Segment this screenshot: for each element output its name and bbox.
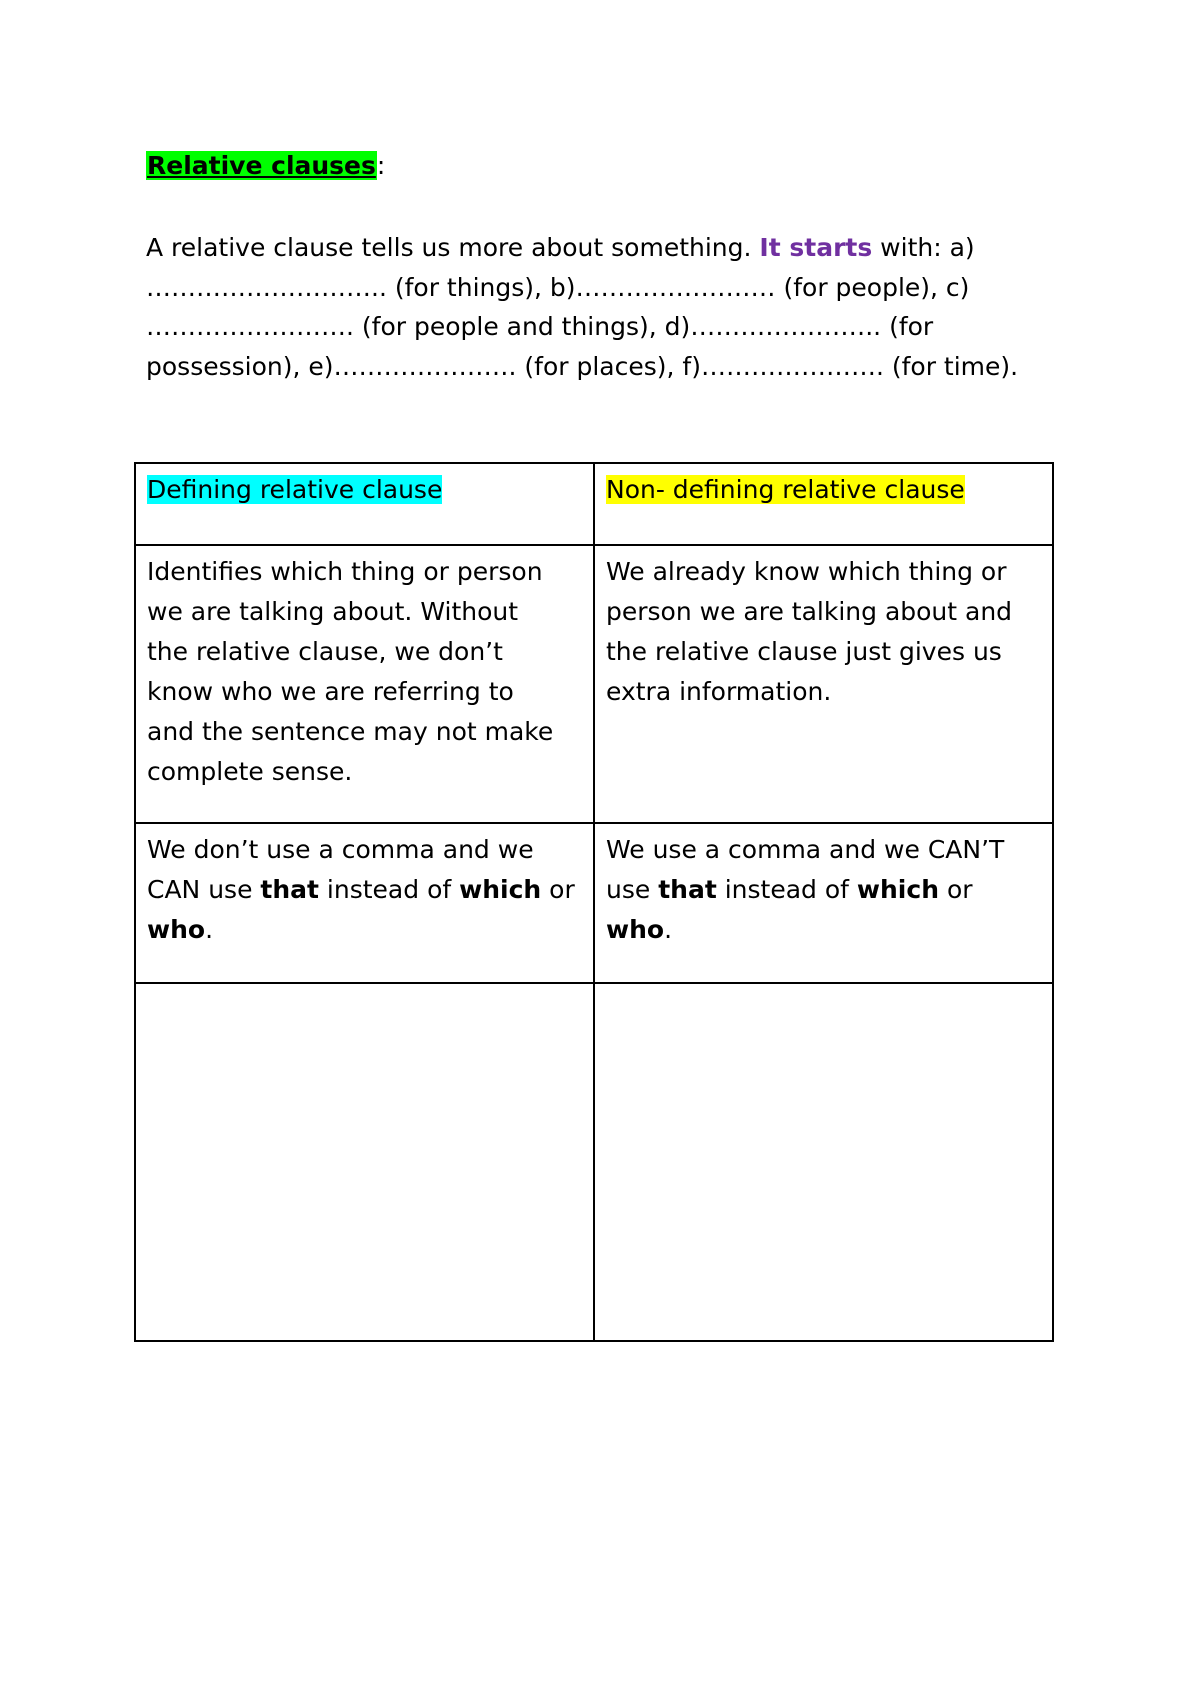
comma-rule-text: CAN use bbox=[147, 875, 261, 904]
non-defining-comma-rule-cell bbox=[594, 823, 1053, 983]
non-defining-description-line: We already know which thing or bbox=[606, 557, 1007, 586]
comma-rule-text: . bbox=[205, 915, 214, 944]
comma-rule-line bbox=[147, 870, 583, 910]
non-defining-example-cell[interactable] bbox=[594, 983, 1053, 1341]
non-defining-description-cell bbox=[594, 545, 1053, 823]
comma-rule-text: use bbox=[606, 875, 659, 904]
non-defining-header: Non- defining relative clause bbox=[606, 475, 965, 504]
keyword-that: that bbox=[658, 875, 717, 904]
comma-rule-text: instead of bbox=[318, 875, 460, 904]
non-defining-description-line: person we are talking about and bbox=[606, 597, 1013, 626]
defining-header-cell bbox=[135, 463, 594, 545]
comparison-table bbox=[134, 462, 1054, 1342]
defining-description-cell bbox=[135, 545, 594, 823]
defining-description-line: the relative clause, we don’t bbox=[147, 637, 503, 666]
page-heading bbox=[146, 148, 385, 184]
defining-comma-rule-cell bbox=[135, 823, 594, 983]
defining-example-cell[interactable] bbox=[135, 983, 594, 1341]
defining-description-line: we are talking about. Without bbox=[147, 597, 519, 626]
defining-header: Defining relative clause bbox=[147, 475, 443, 504]
keyword-that: that bbox=[260, 875, 319, 904]
comma-rule-line: We use a comma and we CAN’T bbox=[606, 835, 1005, 864]
it-starts-emphasis: It starts bbox=[759, 233, 873, 262]
defining-description-line: and the sentence may not make bbox=[147, 717, 554, 746]
table-row bbox=[135, 823, 1053, 983]
heading-colon: : bbox=[376, 151, 386, 180]
non-defining-description-line: extra information. bbox=[606, 677, 832, 706]
defining-description-line: Identifies which thing or person bbox=[147, 557, 543, 586]
defining-description-line: complete sense. bbox=[147, 757, 353, 786]
non-defining-header-cell bbox=[594, 463, 1053, 545]
defining-description-line: know who we are referring to bbox=[147, 677, 514, 706]
table-header-row bbox=[135, 463, 1053, 545]
keyword-who: who bbox=[606, 915, 665, 944]
table-row bbox=[135, 983, 1053, 1341]
table-row bbox=[135, 545, 1053, 823]
comma-rule-line: We don’t use a comma and we bbox=[147, 835, 534, 864]
intro-line-2: ……………………….. (for things), b)…………………… (for people), c) bbox=[146, 272, 970, 302]
intro-text: with: a) bbox=[872, 233, 975, 262]
non-defining-description-line: the relative clause just gives us bbox=[606, 637, 1002, 666]
comma-rule-text: or bbox=[939, 875, 973, 904]
intro-line-4: possession), e)…………………. (for places), f)…………………. (for time). bbox=[146, 351, 1019, 381]
comma-rule-line bbox=[606, 870, 1042, 910]
comma-rule-line bbox=[606, 910, 1042, 950]
comma-rule-line bbox=[147, 910, 583, 950]
intro-text: A relative clause tells us more about something. bbox=[146, 233, 760, 262]
keyword-who: who bbox=[147, 915, 206, 944]
comma-rule-text: . bbox=[664, 915, 673, 944]
intro-line-3: ……………………. (for people and things), d)………………….. (for bbox=[146, 312, 934, 341]
heading-title: Relative clauses bbox=[147, 151, 376, 180]
intro-line-1 bbox=[146, 228, 1046, 268]
intro-paragraph bbox=[146, 228, 1046, 386]
keyword-which: which bbox=[856, 875, 939, 904]
comma-rule-text: or bbox=[541, 875, 575, 904]
comma-rule-text: instead of bbox=[716, 875, 857, 904]
keyword-which: which bbox=[459, 875, 542, 904]
